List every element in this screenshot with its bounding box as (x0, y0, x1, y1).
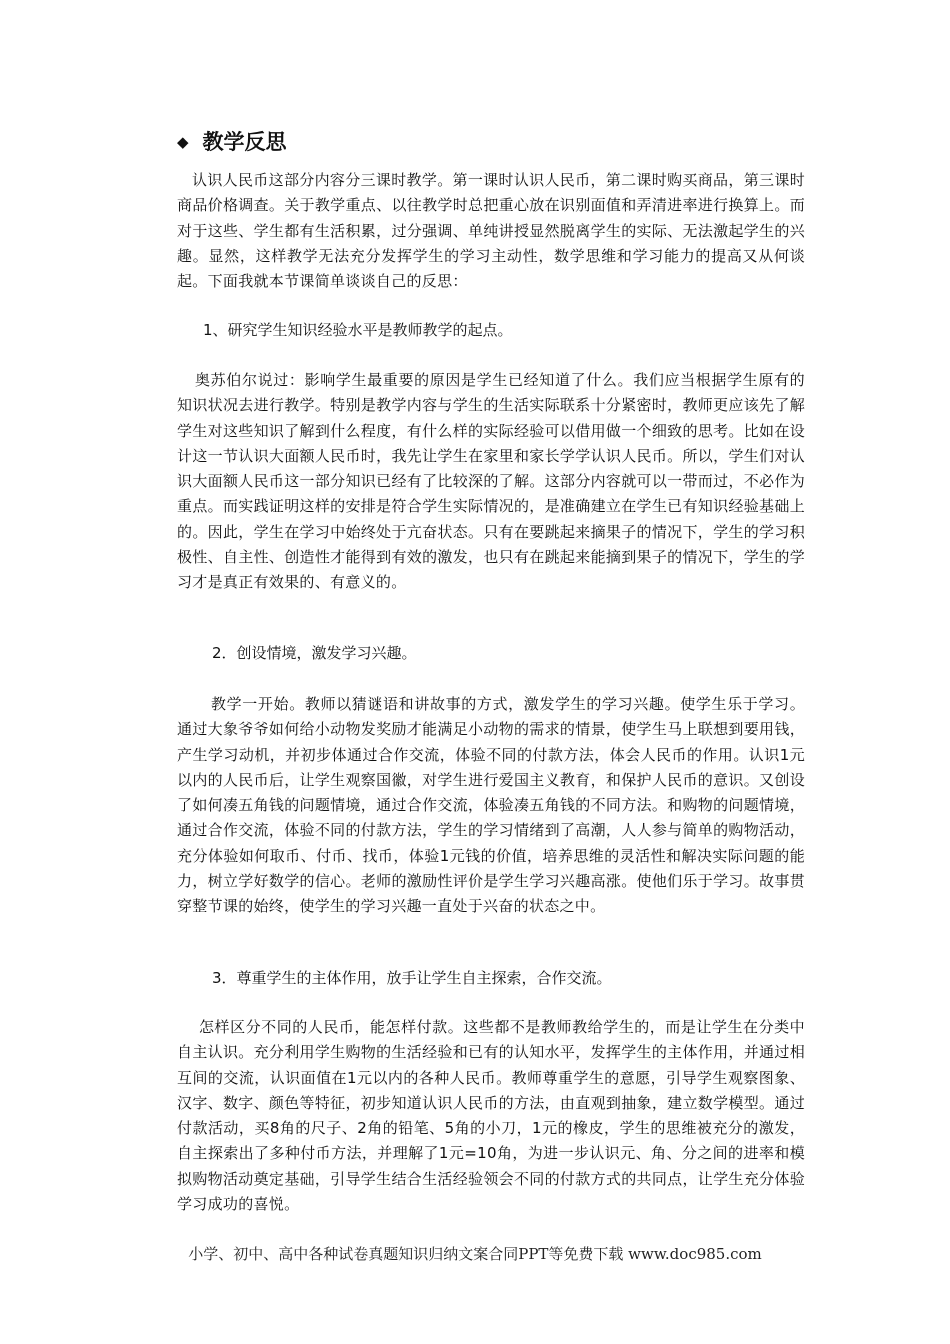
heading-3: 3．尊重学生的主体作用，放手让学生自主探索，合作交流。 (212, 969, 612, 987)
diamond-bullet-icon: ◆ (177, 133, 189, 151)
title-text: 教学反思 (202, 130, 287, 154)
intro-paragraph: 认识人民币这部分内容分三课时教学。第一课时认识人民币，第二课时购买商品，第三课时商品价格调查。关于教学重点、以往教学时总把重心放在识别面值和弄清进率进行换算上。而对于这些、学生都有生活积累，过分强调、单纯讲授显然脱离学生的实际、无法激起学生的兴趣。显然，这样教学无法充分发挥学生的学习主动性，数学思维和学习能力的提高又从何谈起。下面我就本节课简单谈谈自己的反思： (177, 171, 805, 291)
body-paragraph-1: 奥苏伯尔说过：影响学生最重要的原因是学生已经知道了什么。我们应当根据学生原有的知识状况去进行教学。特别是教学内容与学生的生活实际联系十分紧密时，教师更应该先了解学生对这些知识了解到什么程度，有什么样的实际经验可以借用做一个细致的思考。比如在设计这一节认识大面额人民币时，我先让学生在家里和家长学学认识人民币。所以，学生们对认识大面额人民币这一部分知识已经有了比较深的了解。这部分内容就可以一带而过，不必作为重点。而实践证明这样的安排是符合学生实际情况的，是准确建立在学生已有知识经验基础上的。因此，学生在学习中始终处于亢奋状态。只有在要跳起来摘果子的情况下，学生的学习积极性、自主性、创造性才能得到有效的激发，也只有在跳起来能摘到果子的情况下，学生的学习才是真正有效果的、有意义的。 (177, 371, 805, 592)
section-title (177, 128, 777, 156)
page-footer: 小学、初中、高中各种试卷真题知识归纳文案合同PPT等免费下载 www.doc985.com (188, 1245, 762, 1263)
body-paragraph-3: 怎样区分不同的人民币，能怎样付款。这些都不是教师教给学生的，而是让学生在分类中自主认识。充分利用学生购物的生活经验和已有的认知水平，发挥学生的主体作用，并通过相互间的交流，认识面值在1元以内的各种人民币。教师尊重学生的意愿，引导学生观察图象、汉字、数字、颜色等特征，初步知道认识人民币的方法，由直观到抽象，建立数学模型。通过付款活动，买8角的尺子、2角的铅笔、5角的小刀，1元的橡皮，学生的思维被充分的激发，自主探索出了多种付币方法，并理解了1元=10角，为进一步认识元、角、分之间的进率和模拟购物活动奠定基础，引导学生结合生活经验领会不同的付款方式的共同点，让学生充分体验学习成功的喜悦。 (177, 1018, 805, 1214)
body-paragraph-2: 教学一开始。教师以猜谜语和讲故事的方式，激发学生的学习兴趣。使学生乐于学习。通过大象爷爷如何给小动物发奖励才能满足小动物的需求的情景，使学生马上联想到要用钱，产生学习动机，并初步体通过合作交流，体验不同的付款方法，体会人民币的作用。认识1元以内的人民币后，让学生观察国徽，对学生进行爱国主义教育，和保护人民币的意识。又创设了如何凑五角钱的问题情境，通过合作交流，体验凑五角钱的不同方法。和购物的问题情境，通过合作交流，体验不同的付款方法，学生的学习情绪到了高潮，人人参与简单的购物活动，充分体验如何取币、付币、找币，体验1元钱的价值，培养思维的灵活性和解决实际问题的能力，树立学好数学的信心。老师的激励性评价是学生学习兴趣高涨。使他们乐于学习。故事贯穿整节课的始终，使学生的学习兴趣一直处于兴奋的状态之中。 (177, 695, 805, 916)
heading-2: 2．创设情境，激发学习兴趣。 (212, 644, 417, 662)
heading-1: 1、研究学生知识经验水平是教师教学的起点。 (203, 321, 513, 339)
